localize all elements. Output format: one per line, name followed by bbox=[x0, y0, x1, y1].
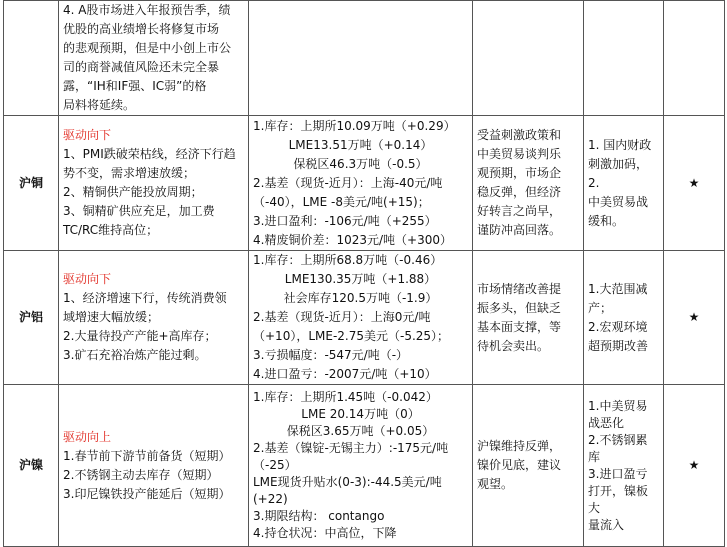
risk-cell bbox=[584, 1, 664, 116]
risk-line: 库 bbox=[588, 449, 601, 464]
view-line: 待机会卖出。 bbox=[477, 338, 550, 353]
driver-line: 域增速大幅放缓； bbox=[63, 310, 160, 324]
view-line: 中美贸易谈判乐 bbox=[477, 147, 562, 161]
driver-line: 优股的高业绩增长将修复市场 bbox=[63, 22, 220, 36]
driver-line: 1、PMI跌破荣枯线，经济下行趋 bbox=[63, 147, 236, 161]
fundamentals-cell bbox=[249, 251, 473, 385]
table-row-copper bbox=[4, 116, 725, 251]
risk-line: 战恶化 bbox=[588, 415, 625, 430]
fund-line: 保税区46.3万吨（-0.5） bbox=[293, 156, 428, 171]
fund-line: 4.精废铜价差：1023元/吨（+300） bbox=[253, 232, 452, 247]
driver-cell bbox=[59, 1, 249, 116]
variety-name: 沪铝 bbox=[4, 251, 59, 385]
fund-line: 3.进口盈利：-106元/吨（+255） bbox=[253, 213, 437, 228]
table-row-aluminium bbox=[4, 251, 725, 385]
risk-line: 刺激加码，2. bbox=[588, 156, 649, 190]
fundamentals-cell bbox=[249, 116, 473, 251]
driver-line: 局料将延续。 bbox=[63, 98, 136, 112]
view-line: 好转言之尚早， bbox=[477, 204, 562, 218]
view-line: 基本面支撑，等 bbox=[477, 319, 562, 334]
table-row-nickel bbox=[4, 385, 725, 547]
driver-cell bbox=[59, 116, 249, 251]
driver-line: 司的商誉减值风险还未完全暴 bbox=[63, 60, 220, 74]
driver-line: 的悲观预期，但是中小创上市公 bbox=[63, 41, 232, 55]
fund-line: 1.库存：上期所10.09万吨（+0.29） bbox=[253, 118, 456, 133]
fund-line: 1.库存：上期所1.45吨（-0.042） bbox=[253, 390, 438, 404]
fund-line: 4.持仓状况：中高位，下降 bbox=[253, 526, 397, 540]
risk-line: 超预期改善 bbox=[588, 338, 649, 353]
fund-line: 3.亏损幅度：-547元/吨（-） bbox=[253, 348, 409, 362]
driver-title: 驱动向下 bbox=[63, 128, 112, 142]
driver-line: 3、铜精矿供应充足，加工费 bbox=[63, 204, 215, 218]
fundamentals-cell bbox=[249, 1, 473, 116]
view-line: 观望。 bbox=[477, 477, 514, 491]
driver-line: 露，“IH和IF强、IC弱”的格 bbox=[63, 79, 207, 93]
driver-line: 4. A股市场进入年报预告季，绩 bbox=[63, 3, 231, 17]
risk-cell bbox=[584, 251, 664, 385]
fund-line: （-25） bbox=[253, 458, 297, 472]
driver-cell bbox=[59, 385, 249, 547]
driver-line: 1、经济增速下行，传统消费领 bbox=[63, 291, 227, 305]
fund-line: 1.库存：上期所68.8万吨（-0.46） bbox=[253, 253, 443, 267]
fund-line: 2.基差（现货-近月）：上海0元/吨 bbox=[253, 310, 431, 324]
fund-line: 2.基差（现货-近月）：上海-40元/吨 bbox=[253, 175, 443, 190]
view-cell bbox=[473, 116, 584, 251]
rating-cell bbox=[664, 116, 725, 251]
variety-name: 沪镍 bbox=[4, 385, 59, 547]
driver-line: 3.印尼镍铁投产能延后（短期） bbox=[63, 486, 231, 501]
variety-name: 沪铜 bbox=[4, 116, 59, 251]
risk-line: 3.进口盈亏 bbox=[588, 466, 648, 481]
view-line: 市场情绪改善提 bbox=[477, 281, 562, 296]
driver-line: 2、精铜供产能投放周期； bbox=[63, 185, 203, 199]
view-cell bbox=[473, 1, 584, 116]
view-line: 受益刺激政策和 bbox=[477, 128, 562, 142]
risk-line: 1.大范围减 bbox=[588, 281, 648, 296]
fund-line: （-40），LME -8美元/吨(+15)； bbox=[253, 194, 430, 209]
fund-line: 4.进口盈亏：-2007元/吨（+10） bbox=[253, 367, 437, 381]
view-line: 镍价见底，建议 bbox=[477, 458, 562, 472]
star-icon: ★ bbox=[688, 310, 700, 324]
fund-line: （+10），LME-2.75美元（-5.25）； bbox=[253, 329, 450, 343]
risk-line: 1. 国内财政 bbox=[588, 137, 652, 152]
fund-line: 保税区3.65万吨（+0.05） bbox=[286, 424, 435, 438]
fund-line: LME13.51万吨（+0.14） bbox=[288, 137, 433, 152]
star-icon: ★ bbox=[688, 458, 700, 472]
fund-line: 3.期限结构： contango bbox=[253, 509, 385, 523]
risk-cell bbox=[584, 385, 664, 547]
commodity-outlook-table bbox=[3, 0, 725, 547]
driver-title: 驱动向上 bbox=[63, 429, 112, 444]
risk-line: 产； bbox=[588, 300, 613, 315]
view-cell bbox=[473, 385, 584, 547]
driver-cell bbox=[59, 251, 249, 385]
risk-cell bbox=[584, 116, 664, 251]
fund-line: LME 20.14万吨（0） bbox=[301, 407, 420, 421]
driver-title: 驱动向下 bbox=[63, 272, 112, 286]
fund-line: 2.基差（镍锭-无锡主力）:-175元/吨 bbox=[253, 441, 449, 455]
driver-line: TC/RC维持高位； bbox=[63, 223, 159, 237]
risk-line: 1.中美贸易 bbox=[588, 398, 648, 413]
table-row-index-continuation bbox=[4, 1, 725, 116]
risk-line: 中美贸易战 bbox=[588, 194, 649, 209]
driver-line: 2.大量待投产产能+高库存； bbox=[63, 329, 217, 343]
rating-cell bbox=[664, 1, 725, 116]
driver-line: 1.春节前下游节前备货（短期） bbox=[63, 448, 231, 463]
rating-cell bbox=[664, 251, 725, 385]
view-line: 谨防冲高回落。 bbox=[477, 223, 562, 237]
fundamentals-cell bbox=[249, 385, 473, 547]
rating-cell bbox=[664, 385, 725, 547]
fund-line: LME130.35万吨（+1.88） bbox=[284, 272, 437, 286]
fund-line: (+22) bbox=[253, 492, 288, 506]
risk-line: 量流入 bbox=[588, 517, 625, 532]
risk-line: 打开，镍板大 bbox=[588, 483, 649, 515]
view-line: 振多头，但缺乏 bbox=[477, 300, 562, 315]
fund-line: LME现货升贴水(0-3):-44.5美元/吨 bbox=[253, 475, 442, 489]
driver-line: 2.不锈钢主动去库存（短期） bbox=[63, 467, 219, 482]
star-icon: ★ bbox=[688, 175, 700, 190]
driver-line: 3.矿石充裕冶炼产能过剩。 bbox=[63, 348, 207, 362]
risk-line: 缓和。 bbox=[588, 213, 625, 228]
variety-name bbox=[4, 1, 59, 116]
fund-line: 社会库存120.5万吨（-1.9） bbox=[283, 291, 438, 305]
driver-line: 势不变，需求增速放缓； bbox=[63, 166, 196, 180]
view-line: 沪镍维持反弹， bbox=[477, 439, 562, 453]
view-cell bbox=[473, 251, 584, 385]
view-line: 稳反弹，但经济 bbox=[477, 185, 562, 199]
view-line: 观预期，市场企 bbox=[477, 166, 562, 180]
risk-line: 2.不锈钢累 bbox=[588, 432, 648, 447]
risk-line: 2.宏观环境 bbox=[588, 319, 648, 334]
